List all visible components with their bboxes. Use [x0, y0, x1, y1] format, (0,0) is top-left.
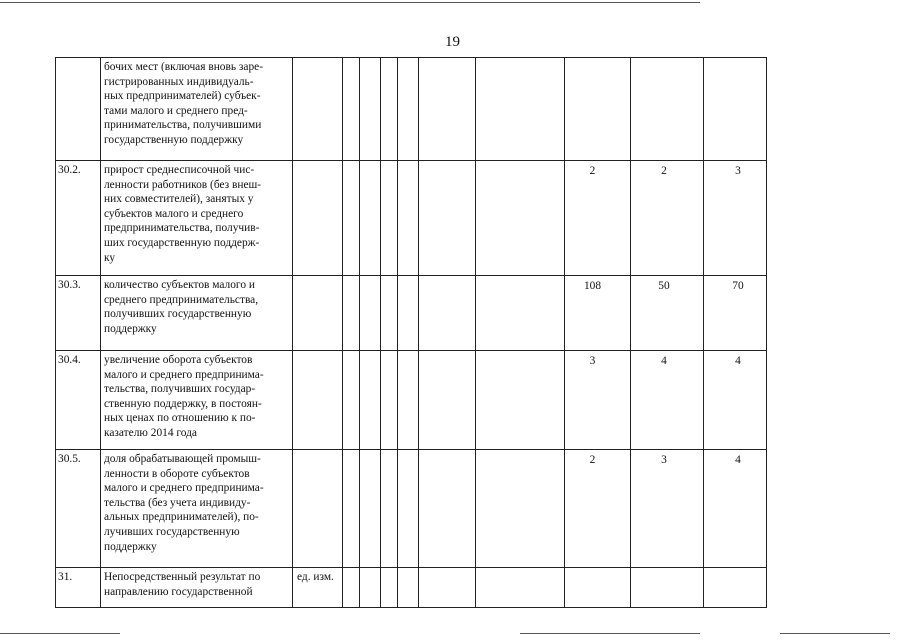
empty-cell [419, 568, 476, 608]
value-cell: 3 [565, 351, 631, 450]
description-line: лучивших государственную [104, 525, 240, 538]
empty-cell [419, 351, 476, 450]
scan-edge-bottom-right [780, 633, 890, 634]
value-cell: 2 [565, 161, 631, 276]
empty-cell [419, 161, 476, 276]
description-line: прирост среднесписочной чис- [104, 164, 255, 176]
description-line: ших государственную поддерж- [104, 236, 260, 249]
description-line: направлению государственной [104, 585, 253, 598]
empty-cell [360, 161, 381, 276]
value-cell: 4 [704, 351, 767, 450]
description-line: ку [104, 251, 116, 264]
description-line: малого и среднего предпринима- [104, 482, 264, 495]
table-row [56, 276, 767, 351]
empty-cell [476, 351, 565, 450]
indicator-description [101, 568, 293, 608]
scan-edge-bottom-mid [520, 633, 700, 634]
description-line: тельства (без учета индивиду- [104, 496, 251, 509]
empty-cell [343, 568, 360, 608]
empty-cell [360, 351, 381, 450]
description-line: тами малого и среднего пред- [104, 104, 248, 117]
empty-cell [381, 450, 398, 568]
empty-cell [419, 58, 476, 161]
description-line: ных предпринимателей) субъек- [104, 90, 261, 103]
description-line: ленности в обороте субъектов [104, 467, 250, 480]
empty-cell [476, 58, 565, 161]
description-line: Непосредственный результат по [104, 571, 261, 583]
empty-cell [343, 450, 360, 568]
empty-cell [476, 450, 565, 568]
empty-cell [360, 450, 381, 568]
row-number: 30.2. [56, 161, 101, 276]
empty-cell [381, 161, 398, 276]
empty-cell [398, 568, 419, 608]
empty-cell [343, 351, 360, 450]
table-row [56, 351, 767, 450]
empty-cell [419, 276, 476, 351]
value-cell [704, 58, 767, 161]
empty-cell [398, 276, 419, 351]
empty-cell [398, 351, 419, 450]
unit-cell: ед. изм. [293, 568, 343, 608]
empty-cell [381, 276, 398, 351]
description-line: поддержку [104, 540, 157, 553]
row-number: 31. [56, 568, 101, 608]
description-line: предпринимательства, получив- [104, 222, 260, 235]
description-line: гистрированных индивидуаль- [104, 75, 254, 88]
description-line: поддержку [104, 322, 157, 335]
table-body [56, 58, 767, 608]
empty-cell [476, 568, 565, 608]
value-cell: 4 [631, 351, 704, 450]
value-cell [565, 568, 631, 608]
description-line: ленности работников (без внеш- [104, 178, 262, 191]
scan-edge-top [0, 2, 700, 3]
empty-cell [360, 568, 381, 608]
value-cell [631, 58, 704, 161]
indicator-description [101, 450, 293, 568]
table-row [56, 568, 767, 608]
empty-cell [476, 161, 565, 276]
empty-cell [343, 161, 360, 276]
row-number: 30.5. [56, 450, 101, 568]
empty-cell [360, 58, 381, 161]
value-cell: 50 [631, 276, 704, 351]
indicator-description [101, 161, 293, 276]
description-line: доля обрабатывающей промыш- [104, 453, 261, 465]
empty-cell [381, 568, 398, 608]
value-cell: 3 [704, 161, 767, 276]
empty-cell [398, 161, 419, 276]
description-line: государственную поддержку [104, 133, 244, 146]
value-cell: 4 [704, 450, 767, 568]
description-line: них совместителей), занятых у [104, 193, 254, 206]
description-line: увеличение оборота субъектов [104, 354, 253, 366]
page-number: 19 [445, 34, 460, 50]
value-cell: 70 [704, 276, 767, 351]
value-cell: 3 [631, 450, 704, 568]
unit-cell [293, 276, 343, 351]
description-line: казателю 2014 года [104, 426, 197, 439]
empty-cell [360, 276, 381, 351]
value-cell: 2 [565, 450, 631, 568]
row-number: 30.4. [56, 351, 101, 450]
description-line: альных предпринимателей), по- [104, 511, 259, 524]
table-row [56, 450, 767, 568]
indicator-description [101, 351, 293, 450]
empty-cell [419, 450, 476, 568]
description-line: количество субъектов малого и [104, 279, 255, 291]
value-cell [565, 58, 631, 161]
empty-cell [398, 58, 419, 161]
empty-cell [476, 276, 565, 351]
value-cell: 2 [631, 161, 704, 276]
empty-cell [398, 450, 419, 568]
row-number: 30.3. [56, 276, 101, 351]
indicator-table [55, 57, 767, 608]
description-line: бочих мест (включая вновь заре- [104, 61, 264, 73]
indicator-description [101, 58, 293, 161]
unit-cell [293, 58, 343, 161]
unit-cell [293, 351, 343, 450]
empty-cell [381, 58, 398, 161]
empty-cell [343, 58, 360, 161]
description-line: малого и среднего предпринима- [104, 368, 264, 381]
value-cell [631, 568, 704, 608]
table-row [56, 161, 767, 276]
description-line: среднего предпринимательства, [104, 293, 259, 306]
description-line: ственную поддержку, в постоян- [104, 397, 262, 410]
indicator-description [101, 276, 293, 351]
description-line: ных ценах по отношению к по- [104, 412, 256, 425]
unit-cell [293, 161, 343, 276]
unit-cell [293, 450, 343, 568]
empty-cell [343, 276, 360, 351]
description-line: получивших государственную [104, 308, 252, 321]
description-line: принимательства, получившими [104, 119, 262, 132]
table-row [56, 58, 767, 161]
row-number [56, 58, 101, 161]
value-cell [704, 568, 767, 608]
empty-cell [381, 351, 398, 450]
description-line: субъектов малого и среднего [104, 207, 244, 220]
value-cell: 108 [565, 276, 631, 351]
description-line: тельства, получивших государ- [104, 383, 256, 396]
scan-edge-bottom-left [0, 633, 120, 634]
